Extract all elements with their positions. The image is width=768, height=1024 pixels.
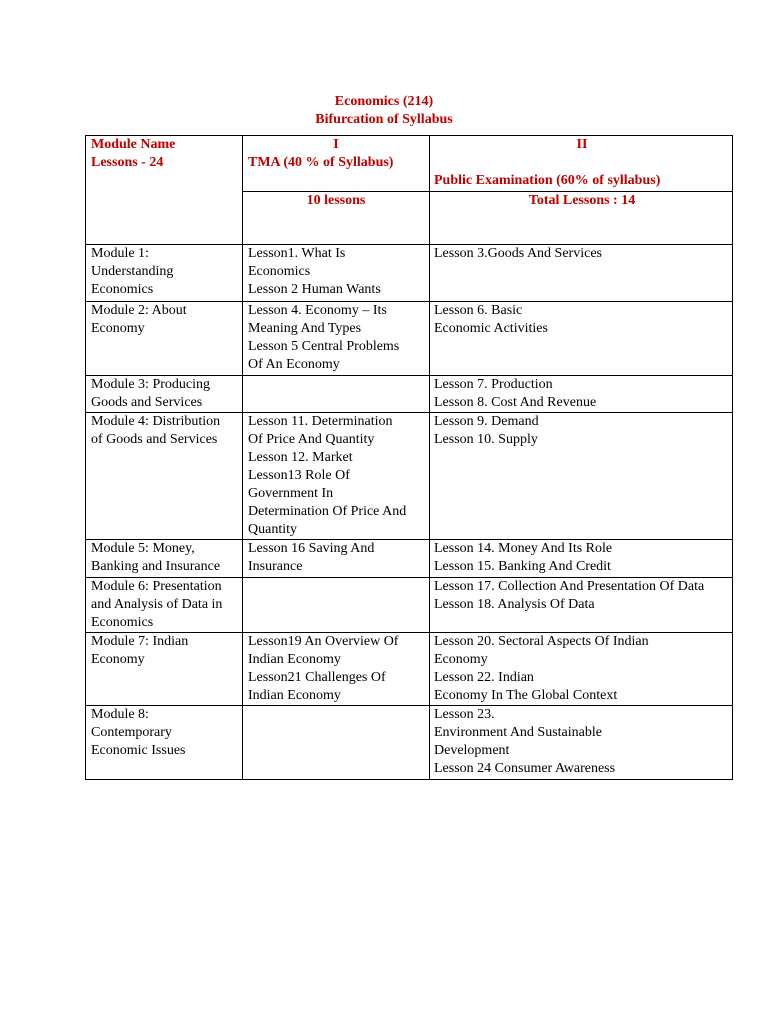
- exam-cell-line: Lesson 7. Production: [434, 377, 553, 392]
- exam-lesson-count: Total Lessons : 14: [430, 192, 733, 245]
- tma-header: [243, 136, 430, 192]
- tma-lesson-count: 10 lessons: [243, 192, 430, 245]
- tma-cell-line: Quantity: [248, 522, 297, 537]
- tma-cell-line: Lesson19 An Overview Of: [248, 634, 399, 649]
- exam-cell-line: Lesson 17. Collection And Presentation Of Data: [434, 579, 705, 594]
- module-cell-line: Banking and Insurance: [91, 559, 221, 574]
- module-cell-line: of Goods and Services: [91, 432, 218, 447]
- exam-cell: [430, 633, 733, 706]
- module-cell-line: Economics: [91, 282, 154, 297]
- exam-header: [430, 136, 733, 192]
- exam-cell-line: Economic Activities: [434, 321, 548, 336]
- tma-cell: [243, 302, 430, 376]
- tma-cell: [243, 706, 430, 780]
- module-cell-line: Economics: [91, 615, 154, 630]
- table-row: [86, 245, 733, 302]
- exam-cell-line: Economy In The Global Context: [434, 688, 618, 703]
- exam-cell: [430, 302, 733, 376]
- table-row: [86, 633, 733, 706]
- module-cell-line: Module 3: Producing: [91, 377, 210, 392]
- exam-cell: [430, 245, 733, 302]
- module-cell-line: Module 5: Money,: [91, 541, 195, 556]
- module-cell-line: Economy: [91, 652, 145, 667]
- module-cell: [86, 540, 243, 578]
- tma-numeral: I: [333, 137, 339, 152]
- table-row: [86, 413, 733, 540]
- exam-cell-line: Lesson 18. Analysis Of Data: [434, 597, 595, 612]
- module-cell-line: Economy: [91, 321, 145, 336]
- tma-cell-line: Lesson 12. Market: [248, 450, 353, 465]
- exam-cell-line: Environment And Sustainable: [434, 725, 602, 740]
- exam-cell-line: Lesson 6. Basic: [434, 303, 523, 318]
- module-cell-line: Module 2: About: [91, 303, 187, 318]
- exam-cell-line: Economy: [434, 652, 488, 667]
- tma-cell-line: Meaning And Types: [248, 321, 362, 336]
- module-cell-line: Module 6: Presentation: [91, 579, 222, 594]
- tma-cell-line: Government In: [248, 486, 334, 501]
- document-title: Economics (214): [334, 94, 434, 109]
- tma-cell-line: Determination Of Price And: [248, 504, 407, 519]
- tma-cell-line: Lesson 4. Economy – Its: [248, 303, 387, 318]
- tma-cell-line: Lesson1. What Is: [248, 246, 346, 261]
- tma-cell-line: Indian Economy: [248, 652, 341, 667]
- header-col1-line: Module Name: [91, 137, 176, 152]
- module-cell: [86, 706, 243, 780]
- table-row: [86, 302, 733, 376]
- table-row: [86, 578, 733, 633]
- module-cell-line: Understanding: [91, 264, 174, 279]
- exam-cell: [430, 706, 733, 780]
- tma-cell-line: Lesson 11. Determination: [248, 414, 393, 429]
- exam-cell: [430, 376, 733, 413]
- tma-cell: [243, 633, 430, 706]
- module-cell: [86, 578, 243, 633]
- exam-cell-line: Development: [434, 743, 510, 758]
- module-cell-line: and Analysis of Data in: [91, 597, 223, 612]
- module-name-header: [86, 136, 243, 245]
- module-cell-line: Goods and Services: [91, 395, 203, 410]
- exam-cell-line: Lesson 8. Cost And Revenue: [434, 395, 597, 410]
- exam-cell-line: Lesson 3.Goods And Services: [434, 246, 602, 261]
- exam-title: Public Examination (60% of syllabus): [434, 173, 661, 188]
- module-cell-line: Contemporary: [91, 725, 172, 740]
- tma-cell-line: Lesson21 Challenges Of: [248, 670, 386, 685]
- module-cell: [86, 376, 243, 413]
- exam-numeral: II: [576, 137, 588, 152]
- table-row: [86, 376, 733, 413]
- module-cell: [86, 302, 243, 376]
- header-col1-line: Lessons - 24: [91, 155, 164, 170]
- module-cell-line: Module 8:: [91, 707, 149, 722]
- table-row: [86, 706, 733, 780]
- tma-cell: [243, 376, 430, 413]
- header-row: [86, 136, 733, 192]
- module-cell-line: Module 1:: [91, 246, 149, 261]
- exam-cell-line: Lesson 22. Indian: [434, 670, 534, 685]
- exam-cell: [430, 540, 733, 578]
- exam-cell-line: Lesson 15. Banking And Credit: [434, 559, 611, 574]
- exam-cell-line: Lesson 10. Supply: [434, 432, 538, 447]
- table-row: [86, 540, 733, 578]
- module-cell: [86, 245, 243, 302]
- exam-cell-line: Lesson 20. Sectoral Aspects Of Indian: [434, 634, 649, 649]
- module-cell-line: Module 4: Distribution: [91, 414, 221, 429]
- tma-cell-line: Of Price And Quantity: [248, 432, 375, 447]
- exam-cell-line: Lesson 23.: [434, 707, 495, 722]
- tma-title: TMA (40 % of Syllabus): [248, 155, 394, 170]
- tma-cell: [243, 578, 430, 633]
- document-subtitle: Bifurcation of Syllabus: [315, 112, 453, 127]
- syllabus-table: [85, 135, 733, 780]
- tma-cell-line: Of An Economy: [248, 357, 340, 372]
- tma-cell: [243, 245, 430, 302]
- exam-cell: [430, 578, 733, 633]
- tma-cell-line: Lesson13 Role Of: [248, 468, 350, 483]
- tma-cell: [243, 540, 430, 578]
- tma-cell-line: Lesson 16 Saving And: [248, 541, 375, 556]
- tma-cell: [243, 413, 430, 540]
- tma-cell-line: Indian Economy: [248, 688, 341, 703]
- exam-cell-line: Lesson 24 Consumer Awareness: [434, 761, 616, 776]
- exam-cell-line: Lesson 9. Demand: [434, 414, 539, 429]
- tma-cell-line: Economics: [248, 264, 311, 279]
- module-cell: [86, 413, 243, 540]
- tma-cell-line: Insurance: [248, 559, 303, 574]
- module-cell-line: Economic Issues: [91, 743, 186, 758]
- exam-cell-line: Lesson 14. Money And Its Role: [434, 541, 613, 556]
- exam-cell: [430, 413, 733, 540]
- tma-cell-line: Lesson 5 Central Problems: [248, 339, 400, 354]
- tma-cell-line: Lesson 2 Human Wants: [248, 282, 381, 297]
- module-cell: [86, 633, 243, 706]
- module-cell-line: Module 7: Indian: [91, 634, 189, 649]
